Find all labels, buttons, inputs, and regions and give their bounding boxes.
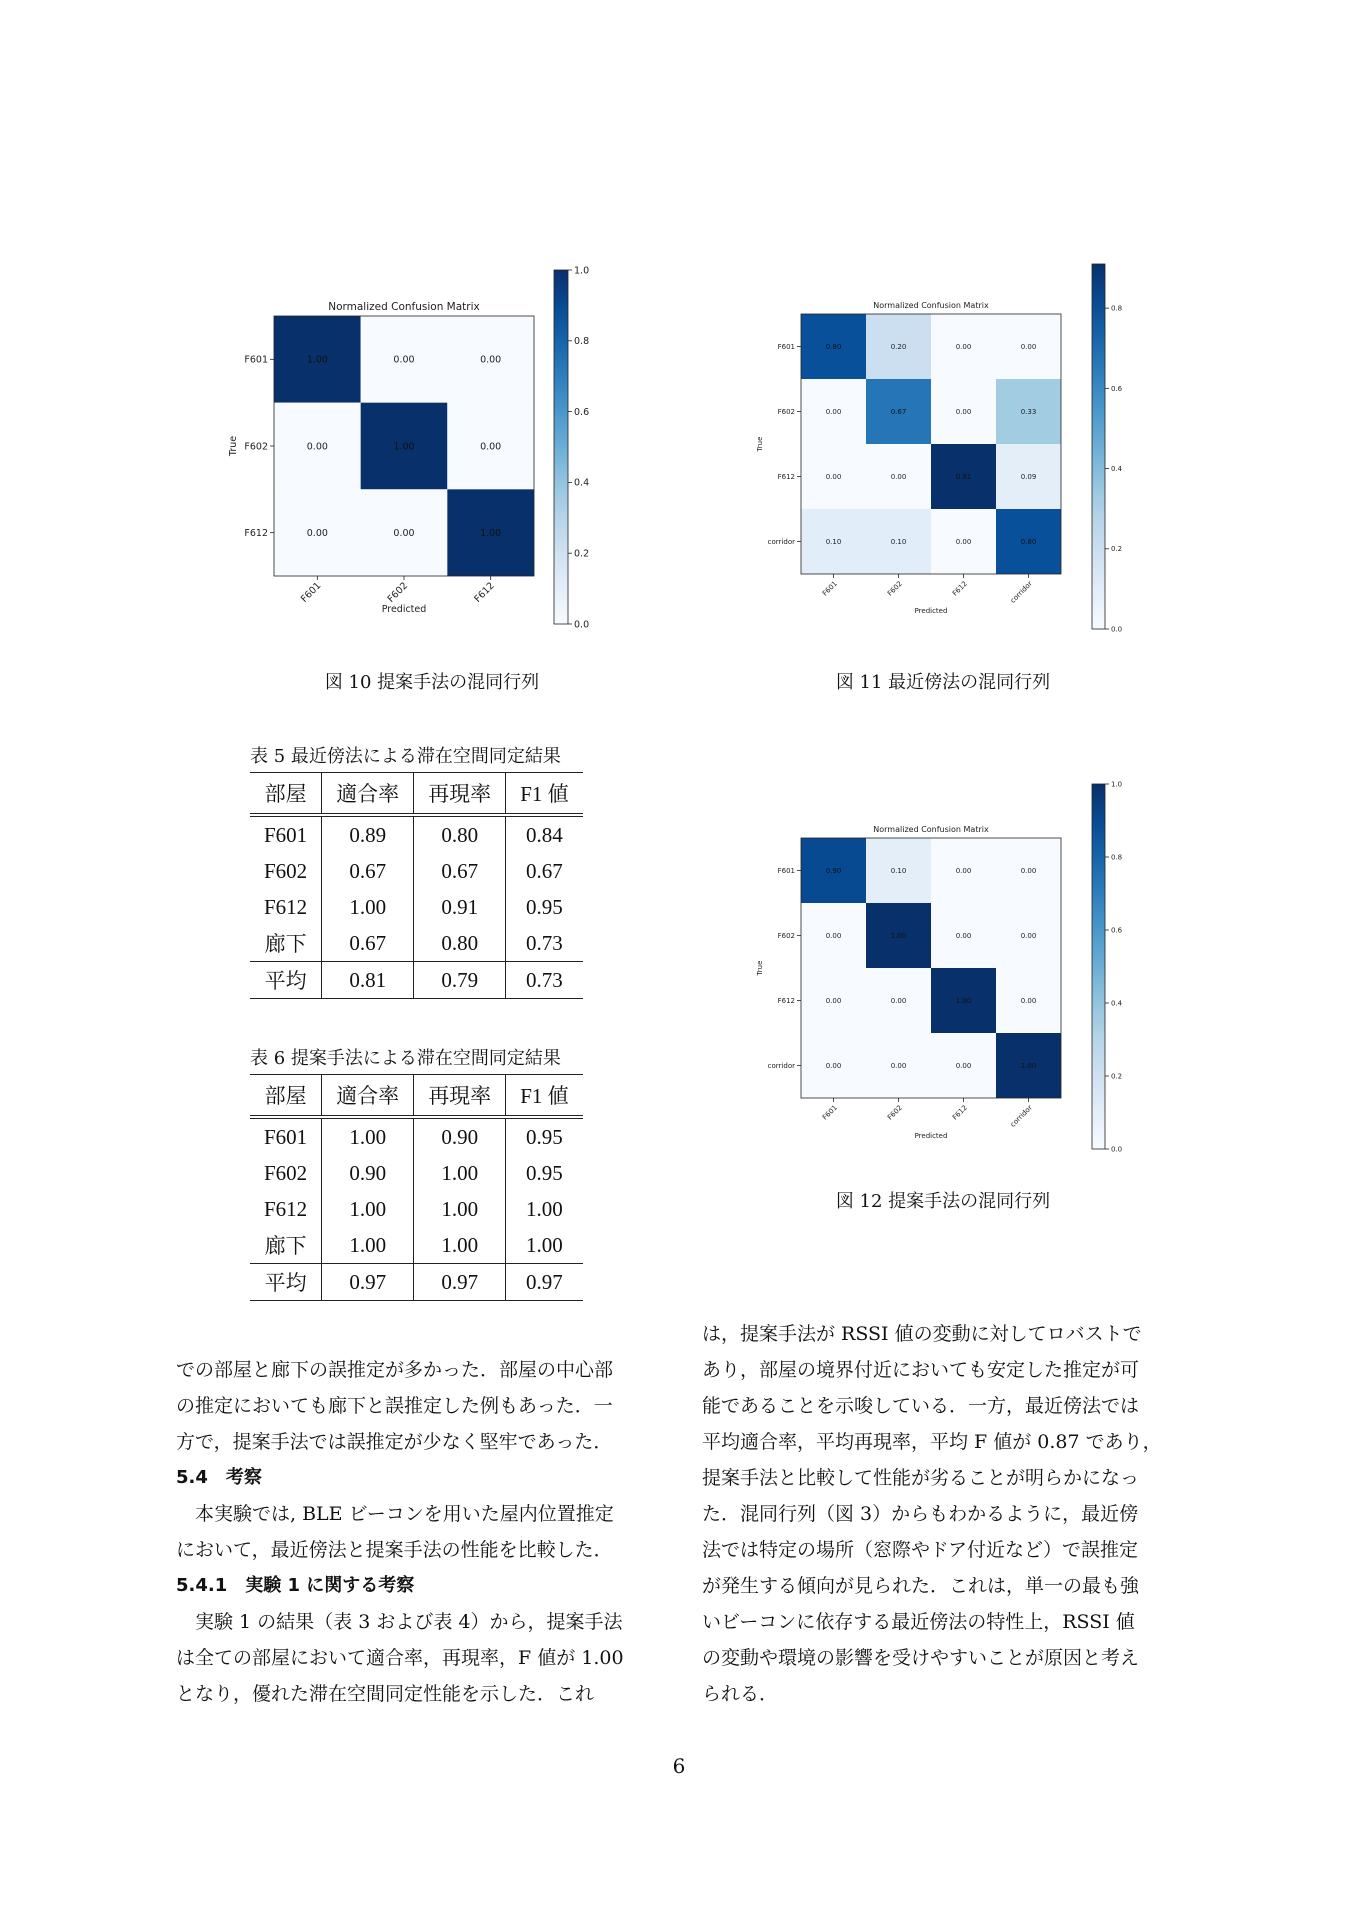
table-cell: 廊下 bbox=[264, 932, 307, 956]
table-row bbox=[250, 1191, 583, 1227]
x-tick-label: F601 bbox=[820, 1103, 839, 1122]
confusion-matrix-fig11 bbox=[752, 256, 1134, 641]
table-cell: 0.73 bbox=[506, 962, 583, 999]
cell-value-label: 0.20 bbox=[890, 342, 907, 351]
table-cell: 平均 bbox=[250, 962, 322, 999]
y-tick-label: F601 bbox=[777, 866, 795, 875]
left-text-column bbox=[176, 1352, 676, 1712]
table-cell: 0.80 bbox=[414, 925, 506, 962]
table-row bbox=[250, 1155, 583, 1191]
table-cell: 0.95 bbox=[506, 1155, 583, 1191]
table-cell: F602 bbox=[264, 858, 308, 883]
table-header-cell: 部屋 bbox=[250, 773, 322, 816]
cell-value-label: 0.00 bbox=[955, 342, 972, 351]
table-header-cell: 再現率 bbox=[414, 773, 506, 816]
text-line: の変動や環境の影響を受けやすいことが原因と考え bbox=[702, 1647, 1140, 1669]
confusion-matrix-fig10 bbox=[222, 256, 642, 641]
text-line: 提案手法と比較して性能が劣ることが明らかになっ bbox=[702, 1467, 1140, 1489]
colorbar-tick-label: 0.6 bbox=[574, 406, 590, 418]
table-cell: 0.90 bbox=[414, 1117, 506, 1155]
table-cell: 1.00 bbox=[506, 1227, 583, 1264]
colorbar-tick-label: 0.8 bbox=[574, 336, 590, 348]
text-line: られる． bbox=[702, 1683, 779, 1705]
colorbar-tick-label: 1.0 bbox=[574, 265, 590, 277]
x-tick-label: F602 bbox=[885, 1103, 904, 1122]
table-5 bbox=[250, 772, 583, 999]
text-line: が発生する傾向が見られた．これは，単一の最も強 bbox=[702, 1575, 1140, 1597]
y-axis-label: True bbox=[756, 436, 764, 452]
cell-value-label: 0.00 bbox=[890, 1061, 907, 1070]
cell-value-label: 0.00 bbox=[825, 407, 842, 416]
cell-value-label: 0.00 bbox=[955, 931, 972, 940]
cell-value-label: 0.00 bbox=[393, 527, 415, 539]
cell-value-label: 0.91 bbox=[955, 472, 972, 481]
table-header-cell: 部屋 bbox=[250, 1075, 322, 1118]
figure-11-caption: 図 11 最近傍法の混同行列 bbox=[835, 672, 1051, 693]
cell-value-label: 0.00 bbox=[955, 866, 972, 875]
text-line: あり，部屋の境界付近においても安定した推定が可 bbox=[702, 1359, 1140, 1381]
table-cell: 0.73 bbox=[506, 925, 583, 962]
text-line: となり，優れた滞在空間同定性能を示した．これ bbox=[176, 1683, 595, 1705]
cell-value-label: 0.00 bbox=[306, 441, 328, 453]
y-tick-label: F601 bbox=[244, 354, 268, 366]
text-line: は，提案手法が RSSI 値の変動に対してロバストで bbox=[702, 1323, 1142, 1345]
table-average-row bbox=[250, 962, 583, 999]
cell-value-label: 0.00 bbox=[1020, 996, 1037, 1005]
table-row bbox=[250, 925, 583, 962]
table-cell: 平均 bbox=[250, 1264, 322, 1301]
table-cell: F601 bbox=[264, 1124, 308, 1149]
x-axis-label: Predicted bbox=[381, 604, 427, 615]
table-cell: 0.97 bbox=[322, 1264, 414, 1301]
text-line: た．混同行列（図 3）からもわかるように，最近傍 bbox=[702, 1503, 1139, 1525]
chart-title: Normalized Confusion Matrix bbox=[873, 825, 989, 834]
table-cell: 0.97 bbox=[506, 1264, 583, 1301]
y-tick-label: F602 bbox=[244, 441, 268, 453]
cell-value-label: 0.00 bbox=[825, 931, 842, 940]
table-cell: 1.00 bbox=[414, 1227, 506, 1264]
x-tick-label: F612 bbox=[950, 1103, 969, 1122]
text-line: 法では特定の場所（窓際やドア付近など）で誤推定 bbox=[702, 1539, 1139, 1561]
cell-value-label: 1.00 bbox=[890, 931, 907, 940]
cell-value-label: 1.00 bbox=[393, 441, 415, 453]
chart-title: Normalized Confusion Matrix bbox=[328, 301, 480, 313]
colorbar-tick-label: 0.0 bbox=[574, 619, 590, 631]
y-tick-label: F612 bbox=[777, 472, 795, 481]
table-cell: F602 bbox=[264, 1160, 308, 1185]
table-cell: 0.67 bbox=[322, 853, 414, 889]
text-line: いビーコンに依存する最近傍法の特性上，RSSI 値 bbox=[702, 1611, 1135, 1633]
table-row bbox=[250, 853, 583, 889]
x-axis-label: Predicted bbox=[914, 607, 948, 615]
x-tick-label: corridor bbox=[1008, 1103, 1034, 1129]
table-6 bbox=[250, 1074, 583, 1301]
text-line: 実験 1 の結果（表 3 および表 4）から，提案手法 bbox=[195, 1611, 623, 1633]
cell-value-label: 1.00 bbox=[955, 996, 972, 1005]
chart-title: Normalized Confusion Matrix bbox=[873, 301, 989, 310]
cell-value-label: 0.00 bbox=[825, 472, 842, 481]
section-heading: 5.4.1 実験 1 に関する考察 bbox=[176, 1575, 415, 1596]
cell-value-label: 0.00 bbox=[480, 441, 502, 453]
cell-value-label: 0.00 bbox=[306, 527, 328, 539]
text-line: の推定においても廊下と誤推定した例もあった．一 bbox=[176, 1395, 613, 1417]
cell-value-label: 0.80 bbox=[825, 342, 842, 351]
cell-value-label: 0.10 bbox=[825, 537, 842, 546]
table-header-cell: 適合率 bbox=[322, 773, 414, 816]
y-axis-label: True bbox=[228, 435, 239, 457]
y-tick-label: F602 bbox=[777, 407, 795, 416]
y-tick-label: corridor bbox=[767, 537, 795, 546]
cell-value-label: 1.00 bbox=[306, 354, 328, 366]
table-cell: F612 bbox=[264, 1196, 308, 1221]
cell-value-label: 0.00 bbox=[480, 354, 502, 366]
table-cell: 0.80 bbox=[414, 815, 506, 853]
table-cell: 0.67 bbox=[506, 853, 583, 889]
figure-12-caption: 図 12 提案手法の混同行列 bbox=[835, 1191, 1051, 1212]
table-cell: 0.90 bbox=[322, 1155, 414, 1191]
cell-value-label: 0.00 bbox=[1020, 342, 1037, 351]
cell-value-label: 0.10 bbox=[890, 537, 907, 546]
cell-value-label: 0.00 bbox=[393, 354, 415, 366]
cell-value-label: 0.00 bbox=[955, 1061, 972, 1070]
confusion-matrix-fig12 bbox=[752, 776, 1134, 1161]
colorbar-tick-label: 0.8 bbox=[1111, 853, 1123, 862]
colorbar-tick-label: 0.2 bbox=[574, 548, 590, 560]
text-line: での部屋と廊下の誤推定が多かった．部屋の中心部 bbox=[176, 1359, 614, 1381]
table-header-cell: F1 値 bbox=[506, 1075, 583, 1118]
cell-value-label: 0.00 bbox=[1020, 866, 1037, 875]
table-cell: 0.81 bbox=[322, 962, 414, 999]
cell-value-label: 0.00 bbox=[825, 996, 842, 1005]
table-cell: 0.91 bbox=[414, 889, 506, 925]
colorbar bbox=[554, 270, 568, 624]
text-line: において，最近傍法と提案手法の性能を比較した． bbox=[176, 1539, 613, 1561]
table-header-cell: F1 値 bbox=[506, 773, 583, 816]
y-tick-label: corridor bbox=[767, 1061, 795, 1070]
table-cell: 0.67 bbox=[322, 925, 414, 962]
x-tick-label: F601 bbox=[820, 579, 839, 598]
cell-value-label: 0.00 bbox=[1020, 931, 1037, 940]
cell-value-label: 0.67 bbox=[890, 407, 907, 416]
colorbar-tick-label: 0.2 bbox=[1111, 545, 1123, 554]
cell-value-label: 0.33 bbox=[1020, 407, 1037, 416]
text-line: 本実験では, BLE ビーコンを用いた屋内位置推定 bbox=[195, 1503, 614, 1525]
table-cell: 1.00 bbox=[506, 1191, 583, 1227]
table-row bbox=[250, 815, 583, 853]
cell-value-label: 0.00 bbox=[955, 407, 972, 416]
table-cell: 廊下 bbox=[264, 1234, 307, 1258]
x-tick-label: F602 bbox=[885, 579, 904, 598]
cell-value-label: 0.00 bbox=[955, 537, 972, 546]
colorbar-tick-label: 0.2 bbox=[1111, 1072, 1123, 1081]
figure-10-caption: 図 10 提案手法の混同行列 bbox=[324, 672, 540, 693]
x-tick-label: F612 bbox=[472, 580, 497, 605]
y-tick-label: F602 bbox=[777, 931, 795, 940]
table-6-caption: 表 6 提案手法による滞在空間同定結果 bbox=[250, 1048, 561, 1069]
cell-value-label: 0.00 bbox=[890, 472, 907, 481]
text-line: 能であることを示唆している．一方，最近傍法では bbox=[702, 1395, 1140, 1417]
colorbar bbox=[1092, 784, 1105, 1149]
x-tick-label: corridor bbox=[1008, 579, 1034, 605]
cell-value-label: 0.09 bbox=[1020, 472, 1037, 481]
table-cell: 0.95 bbox=[506, 1117, 583, 1155]
y-tick-label: F601 bbox=[777, 342, 795, 351]
table-cell: 0.79 bbox=[414, 962, 506, 999]
x-tick-label: F612 bbox=[950, 579, 969, 598]
colorbar-tick-label: 1.0 bbox=[1111, 780, 1123, 789]
x-tick-label: F602 bbox=[385, 580, 411, 605]
table-cell: 1.00 bbox=[322, 1227, 414, 1264]
colorbar-tick-label: 0.0 bbox=[1111, 1145, 1123, 1154]
table-row bbox=[250, 889, 583, 925]
table-cell: 1.00 bbox=[414, 1155, 506, 1191]
cell-value-label: 1.00 bbox=[480, 527, 502, 539]
table-header-cell: 再現率 bbox=[414, 1075, 506, 1118]
figure-10 bbox=[222, 256, 642, 645]
table-row bbox=[250, 1227, 583, 1264]
section-heading: 5.4 考察 bbox=[176, 1467, 262, 1488]
right-text-column bbox=[702, 1316, 1202, 1712]
colorbar-tick-label: 0.6 bbox=[1111, 926, 1123, 935]
table-cell: 0.89 bbox=[322, 815, 414, 853]
figure-11 bbox=[752, 256, 1134, 645]
y-tick-label: F612 bbox=[777, 996, 795, 1005]
text-line: 方で，提案手法では誤推定が少なく堅牢であった． bbox=[176, 1431, 613, 1453]
table-5-caption: 表 5 最近傍法による滞在空間同定結果 bbox=[250, 746, 561, 767]
colorbar-tick-label: 0.0 bbox=[1111, 625, 1123, 634]
colorbar-tick-label: 0.8 bbox=[1111, 304, 1123, 313]
colorbar bbox=[1092, 264, 1105, 629]
table-cell: 1.00 bbox=[322, 889, 414, 925]
colorbar-tick-label: 0.4 bbox=[574, 477, 590, 489]
colorbar-tick-label: 0.4 bbox=[1111, 999, 1123, 1008]
cell-value-label: 0.00 bbox=[890, 996, 907, 1005]
table-cell: 1.00 bbox=[322, 1191, 414, 1227]
table-average-row bbox=[250, 1264, 583, 1301]
x-tick-label: F601 bbox=[298, 580, 324, 605]
cell-value-label: 0.00 bbox=[825, 1061, 842, 1070]
table-header-cell: 適合率 bbox=[322, 1075, 414, 1118]
figure-12 bbox=[752, 776, 1134, 1165]
text-line: 平均適合率，平均再現率，平均 F 値が 0.87 であり， bbox=[702, 1431, 1162, 1453]
text-line: は全ての部屋において適合率，再現率，F 値が 1.00 bbox=[176, 1647, 624, 1669]
y-axis-label: True bbox=[756, 960, 764, 976]
table-row bbox=[250, 1117, 583, 1155]
table-cell: 1.00 bbox=[322, 1117, 414, 1155]
cell-value-label: 0.80 bbox=[1020, 537, 1037, 546]
table-cell: 0.97 bbox=[414, 1264, 506, 1301]
page-number: 6 bbox=[672, 1754, 686, 1778]
y-tick-label: F612 bbox=[244, 527, 268, 539]
colorbar-tick-label: 0.6 bbox=[1111, 384, 1123, 393]
table-cell: 0.84 bbox=[506, 815, 583, 853]
cell-value-label: 1.00 bbox=[1020, 1061, 1037, 1070]
cell-value-label: 0.10 bbox=[890, 866, 907, 875]
colorbar-tick-label: 0.4 bbox=[1111, 465, 1123, 474]
table-cell: F612 bbox=[264, 894, 308, 919]
table-cell: 0.67 bbox=[414, 853, 506, 889]
cell-value-label: 0.90 bbox=[825, 866, 842, 875]
table-cell: 0.95 bbox=[506, 889, 583, 925]
table-cell: F601 bbox=[264, 822, 308, 847]
table-cell: 1.00 bbox=[414, 1191, 506, 1227]
x-axis-label: Predicted bbox=[914, 1132, 948, 1140]
